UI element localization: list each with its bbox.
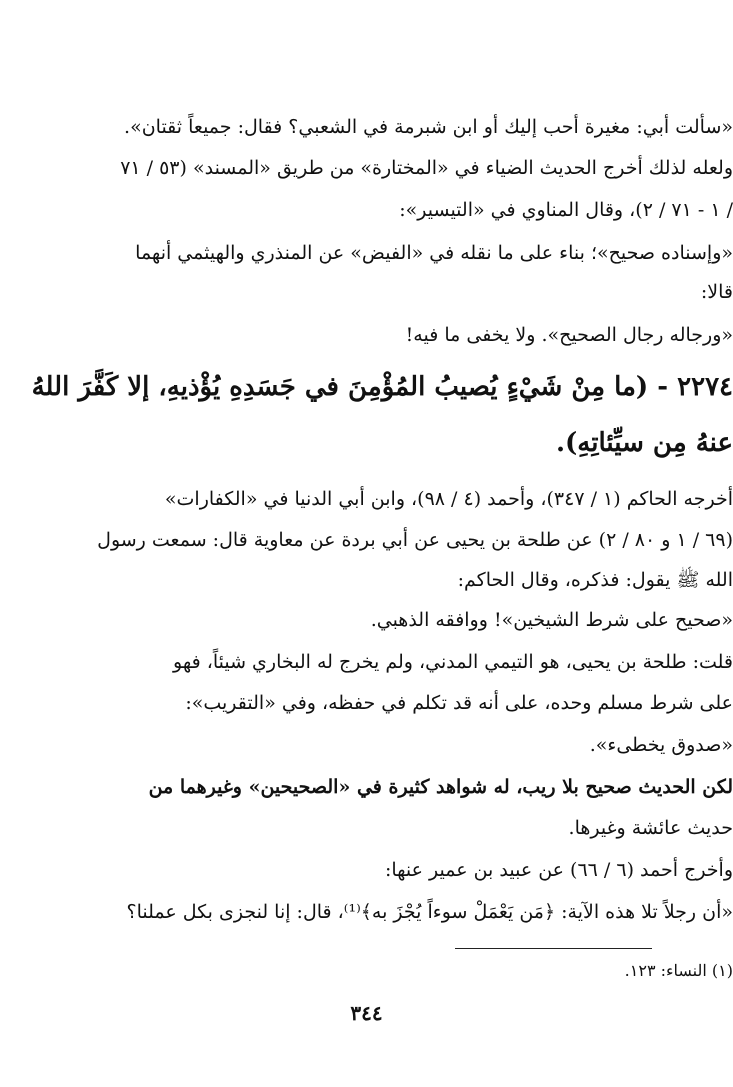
text-line: ولعله لذلك أخرج الحديث الضياء في «المختارة» من طريق «المسند» (٥٣ / ٧١ (120, 157, 733, 179)
text-line: أخرجه الحاكم (١ / ٣٤٧)، وأحمد (٤ / ٩٨)، وابن أبي الدنيا في «الكفارات» (164, 488, 733, 510)
text-line: على شرط مسلم وحده، على أنه قد تكلم في حفظه، وفي «التقريب»: (185, 692, 733, 714)
text-line: لكن الحديث صحيح بلا ريب، له شواهد كثيرة في «الصحيحين» وغيرهما من (148, 776, 733, 798)
hadith-heading: عنهُ مِن سيِّئاتِهِ). (555, 428, 733, 458)
text-line: / ١ - ٧١ / ٢)، وقال المناوي في «التيسير»: (399, 199, 733, 221)
footnote: (١) النساء: ١٢٣. (624, 961, 733, 980)
text-line: الله ﷺ يقول: فذكره، وقال الحاكم: (457, 569, 733, 591)
text-line: وأخرج أحمد (٦ / ٦٦) عن عبيد بن عمير عنها: (384, 859, 733, 881)
text-line: «صدوق يخطىء». (589, 734, 733, 756)
text-line: «ورجاله رجال الصحيح». ولا يخفى ما فيه! (405, 324, 733, 346)
text-line: «صحيح على شرط الشيخين»! ووافقه الذهبي. (370, 609, 733, 631)
text-line: «سألت أبي: مغيرة أحب إليك أو ابن شبرمة في الشعبي؟ فقال: جميعاً ثقتان». (124, 116, 733, 138)
text-line: «أن رجلاً تلا هذه الآية: ﴿مَن يَعْمَلْ سوءاً يُجْزَ به﴾⁽¹⁾، قال: إنا لنجزى بكل عملنا؟ (126, 901, 733, 923)
page-number: ٣٤٤ (350, 1001, 383, 1025)
footnote-separator (455, 948, 652, 949)
text-line: قالا: (700, 281, 733, 303)
text-line: قلت: طلحة بن يحيى، هو التيمي المدني، ولم يخرج له البخاري شيئاً، فهو (173, 651, 733, 673)
text-line: حديث عائشة وغيرها. (568, 817, 733, 839)
hadith-heading: ٢٢٧٤ - (ما مِنْ شَيْءٍ يُصيبُ المُؤْمِنَ في جَسَدِهِ يُؤْذيهِ، إلا كَفَّرَ اللهُ (31, 372, 733, 402)
text-line: (٦٩ / ١ و ٨٠ / ٢) عن طلحة بن يحيى عن أبي بردة عن معاوية قال: سمعت رسول (97, 529, 733, 551)
text-line: «وإسناده صحيح»؛ بناء على ما نقله في «الفيض» عن المنذري والهيثمي أنهما (135, 242, 733, 264)
